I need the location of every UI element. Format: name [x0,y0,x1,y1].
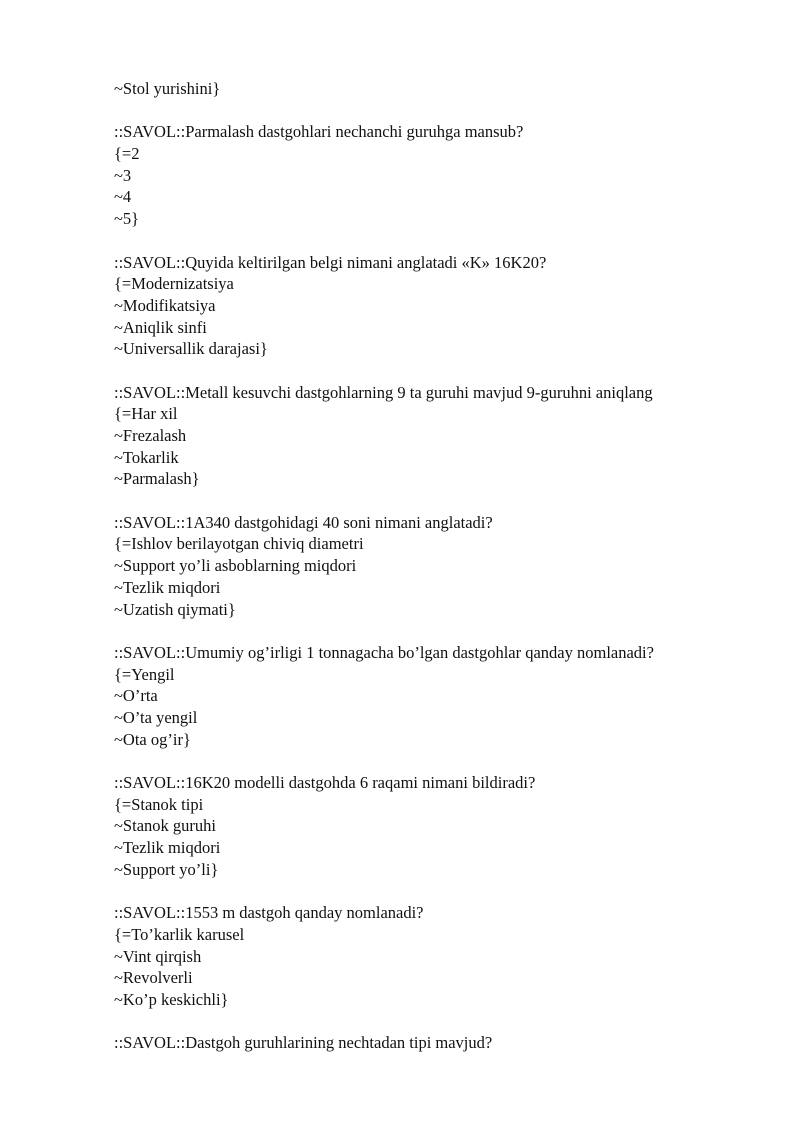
question-block [114,642,754,750]
spacer [114,100,754,122]
question-block [114,121,754,229]
question-block [114,772,754,880]
question-block [114,902,754,1010]
answer-option: ~4 [114,187,132,207]
question-block [114,252,754,360]
spacer [114,360,754,382]
answer-option: {=2 [114,144,140,164]
answer-option: ~Revolverli [114,968,193,988]
question-text: ::SAVOL::1553 m dastgoh qanday nomlanadi? [114,903,424,923]
answer-option: ~Tokarlik [114,447,179,467]
answer-option: ~Ko’p keskichli} [114,989,229,1009]
answer-option: ~Vint qirqish [114,946,202,966]
spacer [114,1011,754,1033]
answer-option: {=Modernizatsiya [114,274,234,294]
document-page [114,78,754,1054]
answer-option: ~Support yo’li asboblarning miqdori [114,556,357,576]
question-text: ::SAVOL::Quyida keltirilgan belgi nimani anglatadi «K» 16K20? [114,252,547,272]
answer-option: ~5} [114,209,140,229]
answer-option: ~Tezlik miqdori [114,838,221,858]
answer-option: ~Universallik darajasi} [114,339,268,359]
answer-option: ~3 [114,165,132,185]
spacer [114,490,754,512]
answer-option: ~Uzatish qiymati} [114,599,236,619]
answer-option: {=Ishlov berilayotgan chiviq diametri [114,534,364,554]
answer-option: {=To’karlik karusel [114,924,245,944]
answer-option: ~Modifikatsiya [114,295,216,315]
answer-option: {=Stanok tipi [114,794,204,814]
question-block [114,382,754,490]
spacer [114,620,754,642]
spacer [114,750,754,772]
answer-option: ~Support yo’li} [114,859,219,879]
answer-option: ~Aniqlik sinfi [114,317,207,337]
spacer [114,880,754,902]
answer-option: {=Yengil [114,664,175,684]
spacer [114,230,754,252]
answer-option: ~Tezlik miqdori [114,577,221,597]
question-text: ::SAVOL::16K20 modelli dastgohda 6 raqami nimani bildiradi? [114,773,536,792]
answer-option: ~O’ta yengil [114,707,198,727]
answer-option: ~O’rta [114,686,158,706]
answer-option: ~Parmalash} [114,469,200,489]
question-text: ::SAVOL::Metall kesuvchi dastgohlarning 9 ta guruhi mavjud 9-guruhni aniqlang [114,382,653,402]
question-text: ::SAVOL::Umumiy og’irligi 1 tonnagacha bo’lgan dastgohlar qanday nomlanadi? [114,642,654,662]
answer-option: ~Ota og’ir} [114,729,191,749]
question-text: ::SAVOL::1A340 dastgohidagi 40 soni nimani anglatadi? [114,512,493,532]
answer-option: {=Har xil [114,404,178,424]
question-block [114,512,754,620]
answer-option: ~Frezalash [114,426,187,445]
answer-option: ~Stanok guruhi [114,816,216,836]
question-text: ::SAVOL::Dastgoh guruhlarining nechtadan tipi mavjud? [114,1033,493,1053]
lead-line: ~Stol yurishini} [114,79,221,98]
question-text: ::SAVOL::Parmalash dastgohlari nechanchi guruhga mansub? [114,122,524,142]
